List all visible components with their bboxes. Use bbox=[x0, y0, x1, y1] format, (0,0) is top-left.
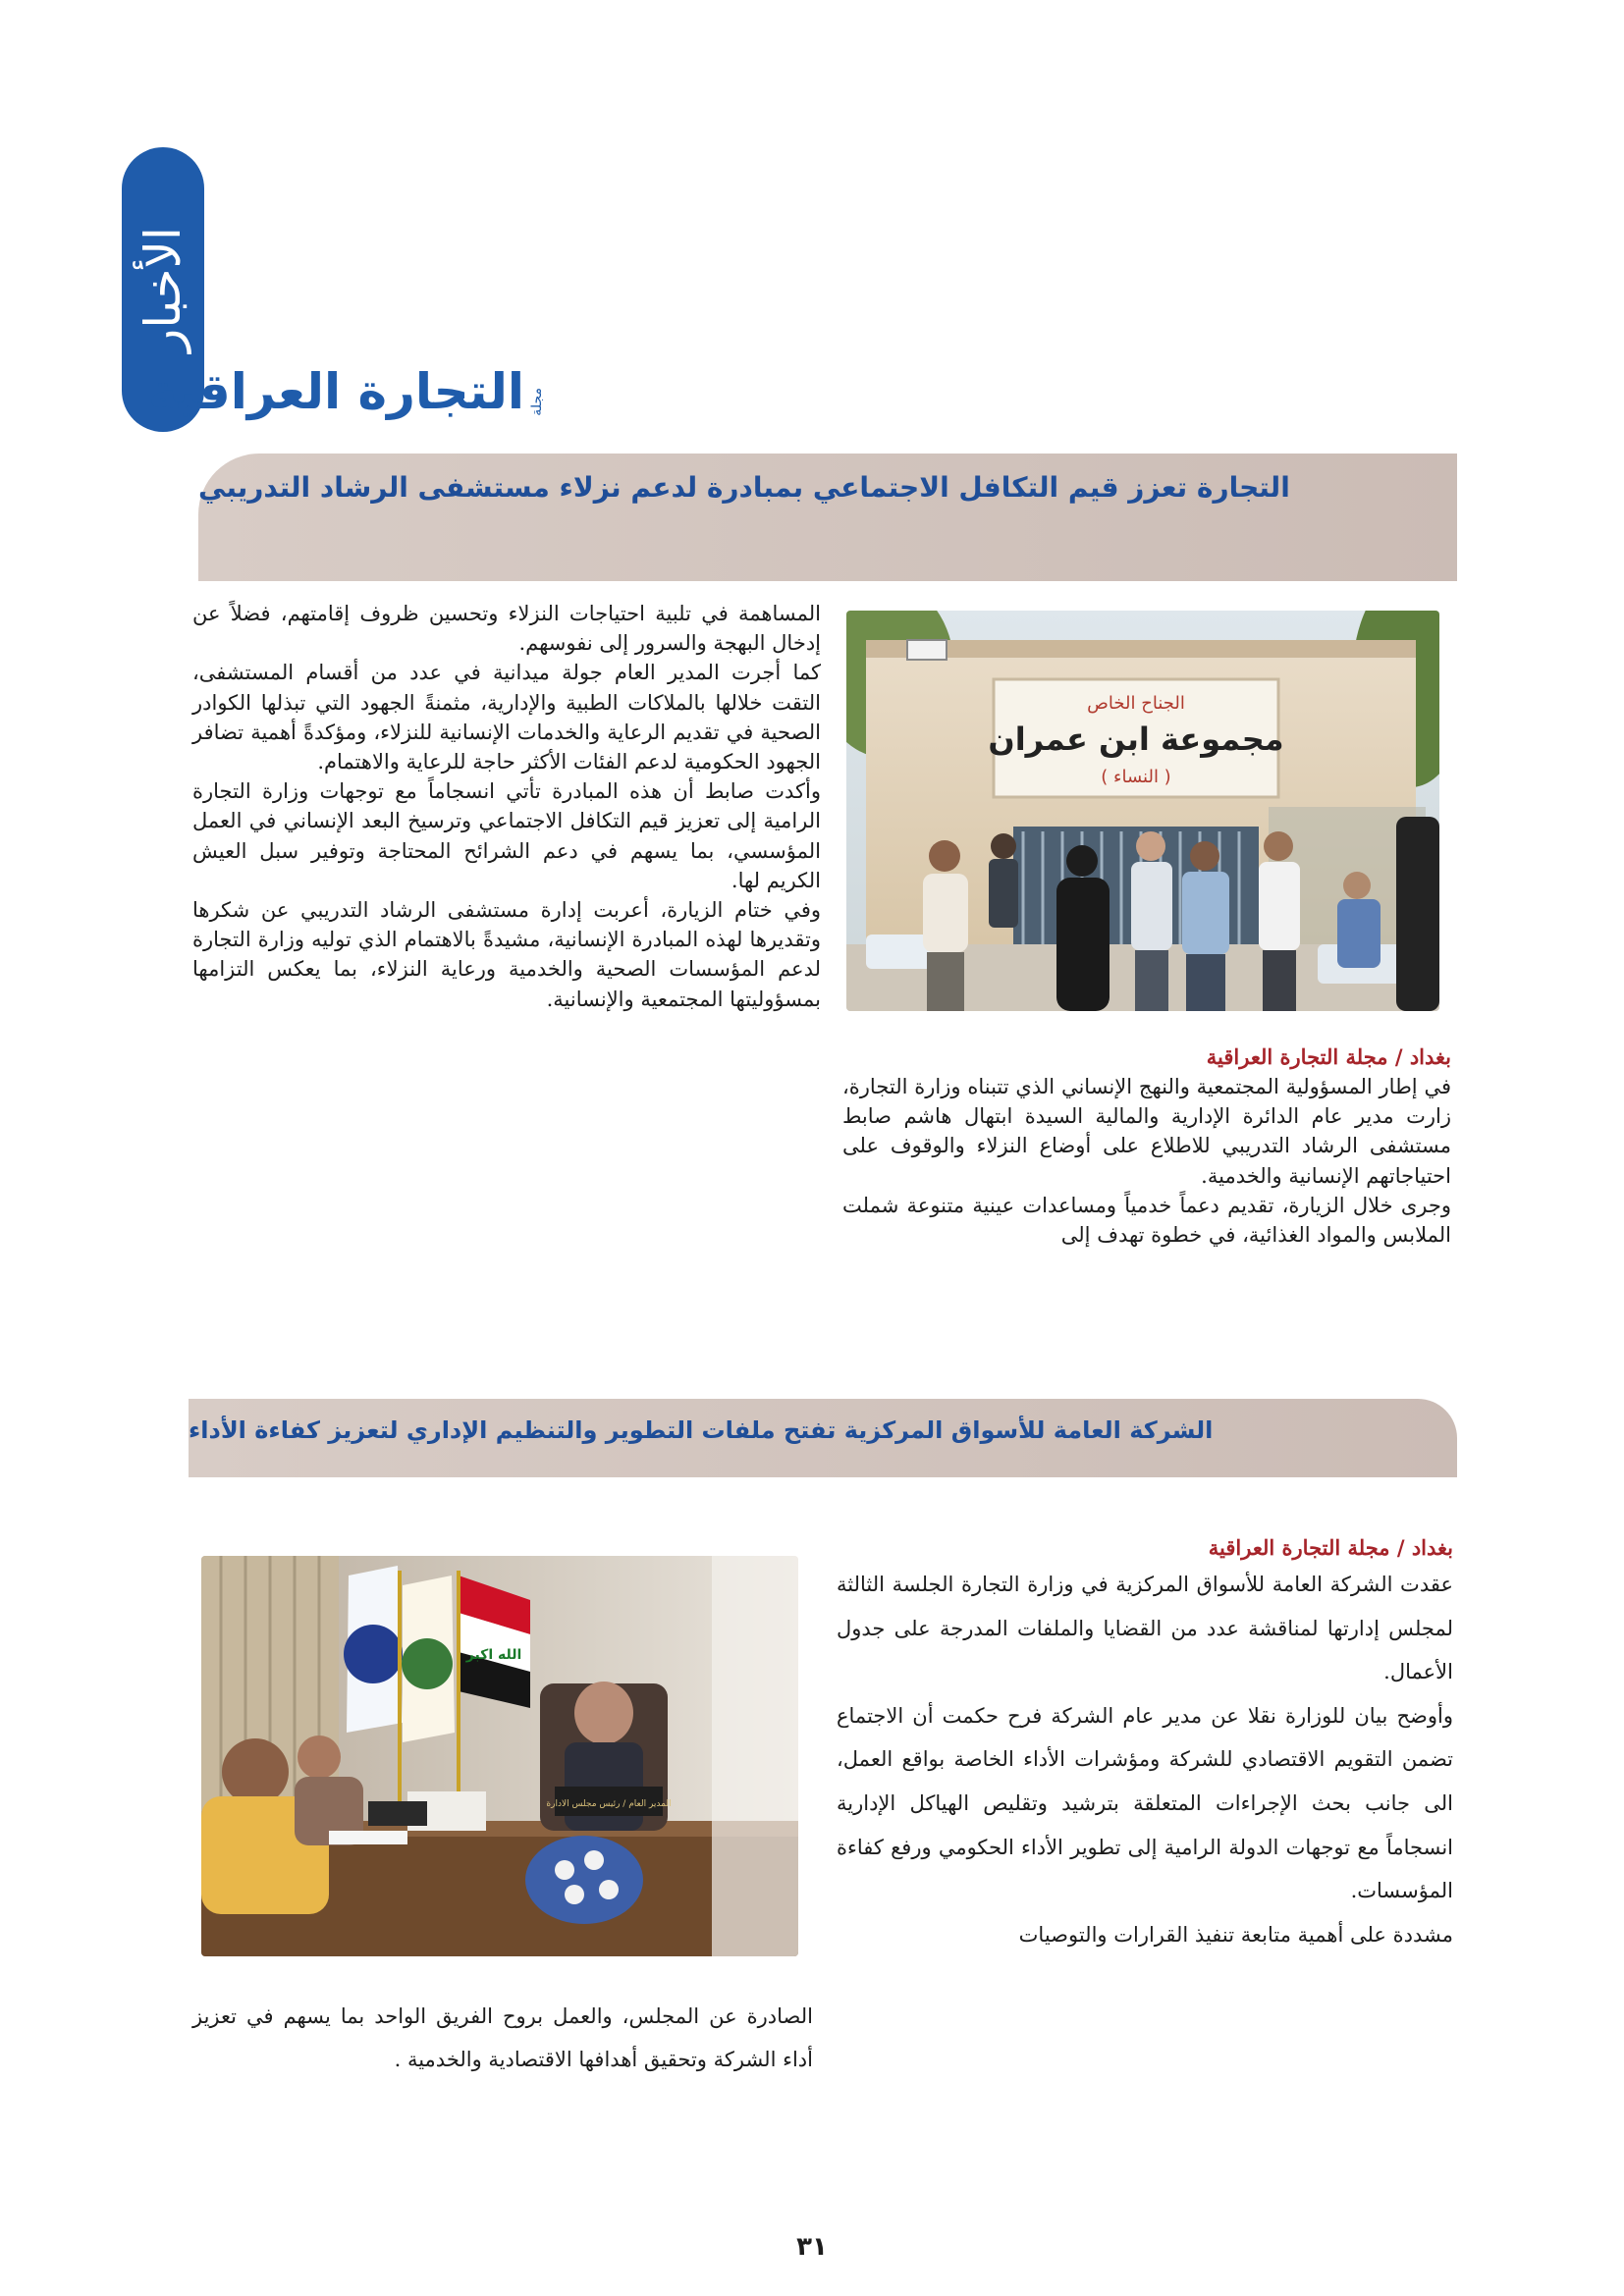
article2-headline: الشركة العامة للأسواق المركزية تفتح ملفات التطوير والتنظيم الإداري لتعزيز كفاءة الأداء bbox=[189, 1416, 1214, 1444]
article1-photo bbox=[846, 611, 1439, 1011]
article2-paragraph: وأوضح بيان للوزارة نقلا عن مدير عام الشركة فرح حكمت أن الاجتماع تضمن التقويم الاقتصادي للشركة ومؤشرات الأداء الخاصة بواقع العمل، الى جانب بحث الإجراءات المتعلقة بترشيد وتقليص الهياكل الإدارية انسجاماً مع توجهات الدولة الرامية إلى تطوير الأداء الحكومي ورفع كفاءة المؤسسات. bbox=[837, 1703, 1453, 1903]
article2-headline-banner bbox=[189, 1399, 1457, 1477]
logo-main-text: التجارة العراقية bbox=[148, 363, 524, 420]
sign-top-text: الجناح الخاص bbox=[1087, 693, 1185, 714]
article2-paragraph: مشددة على أهمية متابعة تنفيذ القرارات والتوصيات bbox=[1018, 1922, 1453, 1947]
article1-paragraph: كما أجرت المدير العام جولة ميدانية في عدد من أقسام المستشفى، التقت خلالها بالملاكات الطبية والإدارية، مثمنةً الجهود التي تبذلها الكوادر الصحية في تقديم الرعاية والخدمات الإنسانية للنزلاء، ومؤكدةً أهمية تضافر الجهود الحكومية لدعم الفئات الأكثر حاجة للرعاية والاهتمام. bbox=[192, 661, 821, 774]
article1-left-column bbox=[192, 599, 821, 1014]
article2-photo bbox=[201, 1556, 798, 1956]
article1-paragraph: وفي ختام الزيارة، أعربت إدارة مستشفى الرشاد التدريبي عن شكرها وتقديرها لهذه المبادرة الإنسانية، مشيدةً بالاهتمام الذي توليه وزارة التجارة لدعم المؤسسات الصحية والخدمية ورعاية النزلاء، بما يعكس التزامها بمسؤوليتها المجتمعية والإنسانية. bbox=[192, 898, 821, 1011]
article1-paragraph: وأكدت صابط أن هذه المبادرة تأتي انسجاماً مع توجهات وزارة التجارة الرامية إلى تعزيز قيم التكافل الاجتماعي وترسيخ البعد الإنساني في العمل المؤسسي، بما يسهم في دعم الشرائح المحتاجة وتوفير سبل العيش الكريم لها. bbox=[192, 779, 821, 892]
section-label: الأخبار bbox=[135, 227, 191, 352]
sign-sub-text: ( النساء ) bbox=[1101, 767, 1171, 787]
page-number: ٣١ bbox=[796, 2232, 828, 2262]
name-plate-text: المدير العام / رئيس مجلس الادارة bbox=[546, 1799, 672, 1809]
magazine-logo bbox=[148, 355, 545, 420]
article1-paragraph: وجرى خلال الزيارة، تقديم دعماً خدمياً ومساعدات عينية متنوعة شملت الملابس والمواد الغذائية، في خطوة تهدف إلى bbox=[842, 1193, 1452, 1248]
article2-left-column bbox=[192, 1995, 813, 2081]
article1-paragraph: المساهمة في تلبية احتياجات النزلاء وتحسين ظروف إقامتهم، فضلاً عن إدخال البهجة والسرور إلى نفوسهم. bbox=[192, 602, 821, 656]
logo-small-text: مجلة bbox=[529, 388, 545, 416]
article2-right-column bbox=[837, 1533, 1453, 1956]
sign-main-text: مجموعة ابن عمران bbox=[988, 721, 1284, 758]
flag-text: الله اكبر bbox=[465, 1647, 522, 1663]
article1-paragraph: في إطار المسؤولية المجتمعية والنهج الإنساني الذي تتبناه وزارة التجارة، زارت مدير عام الدائرة الإدارية والمالية السيدة ابتهال هاشم صابط مستشفى الرشاد التدريبي للاطلاع على أوضاع النزلاء والوقوف على احتياجاتهم الإنسانية والخدمية. bbox=[842, 1075, 1451, 1188]
article1-headline: التجارة تعزز قيم التكافل الاجتماعي بمبادرة لدعم نزلاء مستشفى الرشاد التدريبي bbox=[198, 471, 1290, 504]
article1-byline: بغداد / مجلة التجارة العراقية bbox=[1206, 1044, 1451, 1069]
article1-right-column bbox=[842, 1042, 1451, 1250]
article2-paragraph: عقدت الشركة العامة للأسواق المركزية في وزارة التجارة الجلسة الثالثة لمجلس إدارتها لمناقشة عدد من القضايا والملفات المدرجة على جدول الأعمال. bbox=[837, 1573, 1453, 1684]
article2-byline: بغداد / مجلة التجارة العراقية bbox=[1208, 1535, 1453, 1560]
article2-paragraph: الصادرة عن المجلس، والعمل بروح الفريق الواحد بما يسهم في تعزيز أداء الشركة وتحقيق أهدافها الاقتصادية والخدمية . bbox=[192, 2004, 813, 2071]
article1-headline-banner bbox=[198, 454, 1457, 581]
